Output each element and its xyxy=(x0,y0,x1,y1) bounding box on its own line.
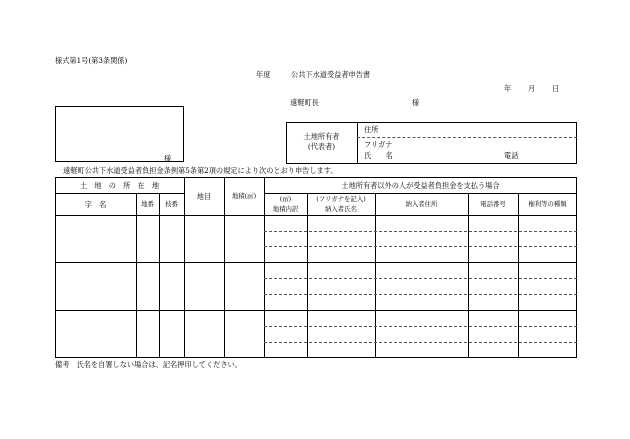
location-header: 土 地 の 所 在 地 xyxy=(79,181,160,190)
owner-furigana-label: フリガナ xyxy=(364,140,393,149)
aza-header: 字 名 xyxy=(84,200,107,209)
addressee-honorific: 様 xyxy=(412,98,420,107)
area-breakdown-unit: (㎡) xyxy=(279,195,292,203)
chimoku-header: 地目 xyxy=(196,192,212,201)
payer-address-header: 納入者住所 xyxy=(405,200,438,208)
owner-label-line1: 土地所有者 xyxy=(303,132,340,141)
payer-name-line2: 納入者氏名 xyxy=(325,205,357,213)
stamp-box-honorific: 様 xyxy=(164,154,172,163)
owner-phone-label: 電話 xyxy=(504,151,519,160)
edaban-header: 枝番 xyxy=(165,200,178,208)
date-month: 月 xyxy=(528,84,536,93)
footnote: 備考 氏名を自署しない場合は、記名押印してください。 xyxy=(55,360,242,369)
page-title: 公共下水道受益者申告書 xyxy=(291,70,371,79)
date-day: 日 xyxy=(552,84,560,93)
payer-header: 土地所有者以外の人が受益者負担金を支払う場合 xyxy=(341,181,500,190)
fiscal-year-label: 年度 xyxy=(256,70,271,79)
addressee: 遠軽町長 xyxy=(290,98,319,107)
payer-name-line1: (フリガナを記入) xyxy=(316,195,366,203)
owner-label-line2: (代表者) xyxy=(307,142,336,151)
payer-phone-header: 電話番号 xyxy=(480,200,506,208)
declaration-text: 遠軽町公共下水道受益者負担金条例第5条第2項の規定により次のとおり申告します。 xyxy=(63,166,338,175)
form-number: 様式第1号(第3条関係) xyxy=(55,56,128,65)
area-header: 地積(㎡) xyxy=(231,192,257,200)
rights-type-header: 権利等の種類 xyxy=(528,200,567,208)
date-year: 年 xyxy=(504,84,512,93)
area-breakdown-label: 地積内訳 xyxy=(272,205,299,213)
owner-address-label: 住所 xyxy=(364,125,379,134)
chiban-header: 地番 xyxy=(141,200,154,208)
owner-name-label: 氏 名 xyxy=(364,151,393,160)
